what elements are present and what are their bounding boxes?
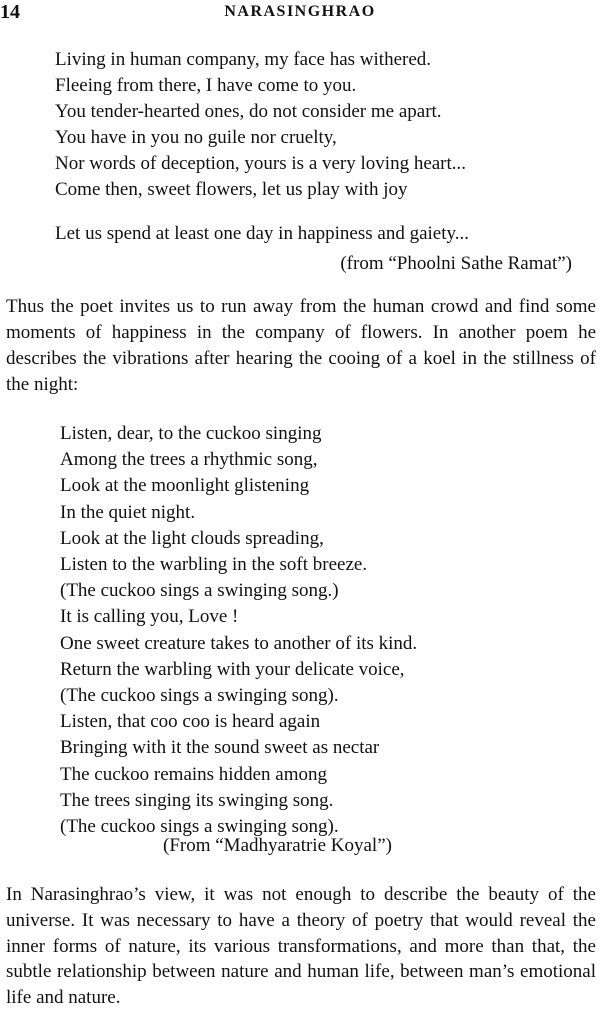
running-head: NARASINGHRAO [224,3,376,20]
poem-line: Listen, that coo coo is heard again [60,711,321,733]
poem-line: Look at the moonlight glistening [60,475,310,497]
page-number: 14 [0,1,20,23]
poem-line: You have in you no guile nor cruelty, [55,127,337,149]
poem-line: The cuckoo remains hidden among [60,763,327,785]
poem-line: (The cuckoo sings a swinging song). [60,816,339,838]
body-paragraph: In Narasinghrao’s view, it was not enough to describe the beauty of the universe. It was necessary to have a theory of poetry that would reveal the inner forms of nature, its various transformations, and more than that, the subtle relationship between nature and human life, between man’s emotional life and nature. [6,884,596,1009]
poem-attribution: (from “Phoolni Sathe Ramat”) [340,253,572,274]
poem-line: Among the trees a rhythmic song, [60,449,318,471]
poem-line: Listen to the warbling in the soft breeze. [60,554,368,576]
poem-attribution: (From “Madhyaratrie Koyal”) [163,835,392,856]
poem-line: Return the warbling with your delicate voice, [60,658,405,680]
poem-line: Fleeing from there, I have come to you. [55,75,357,97]
poem-line: One sweet creature takes to another of its kind. [60,632,418,654]
poem-line: Nor words of deception, yours is a very loving heart... [55,153,467,175]
page-header [0,0,600,24]
poem-line: Look at the light clouds spreading, [60,527,324,549]
poem-line: Let us spend at least one day in happiness and gaiety... [55,222,470,244]
poem-line: Living in human company, my face has withered. [55,49,432,70]
poem-line: In the quiet night. [60,501,196,523]
poem-line: You tender-hearted ones, do not consider me apart. [55,101,442,123]
poem-line: (The cuckoo sings a swinging song.) [60,580,339,602]
body-paragraph: Thus the poet invites us to run away from the human crowd and find some moments of happiness in the company of flowers. In another poem he describes the vibrations after hearing the cooing of a koel in the stillness of the night: [6,296,596,396]
poem-excerpt-cuckoo [60,421,595,840]
poem-line: Come then, sweet flowers, let us play with joy [55,179,408,201]
poem-line: Listen, dear, to the cuckoo singing [60,423,322,444]
poem-line: (The cuckoo sings a swinging song). [60,685,339,707]
poem-excerpt-flowers [55,47,595,247]
poem-line: Bringing with it the sound sweet as nectar [60,737,380,759]
poem-line: The trees singing its swinging song. [60,789,334,811]
poem-line: It is calling you, Love ! [60,606,239,628]
